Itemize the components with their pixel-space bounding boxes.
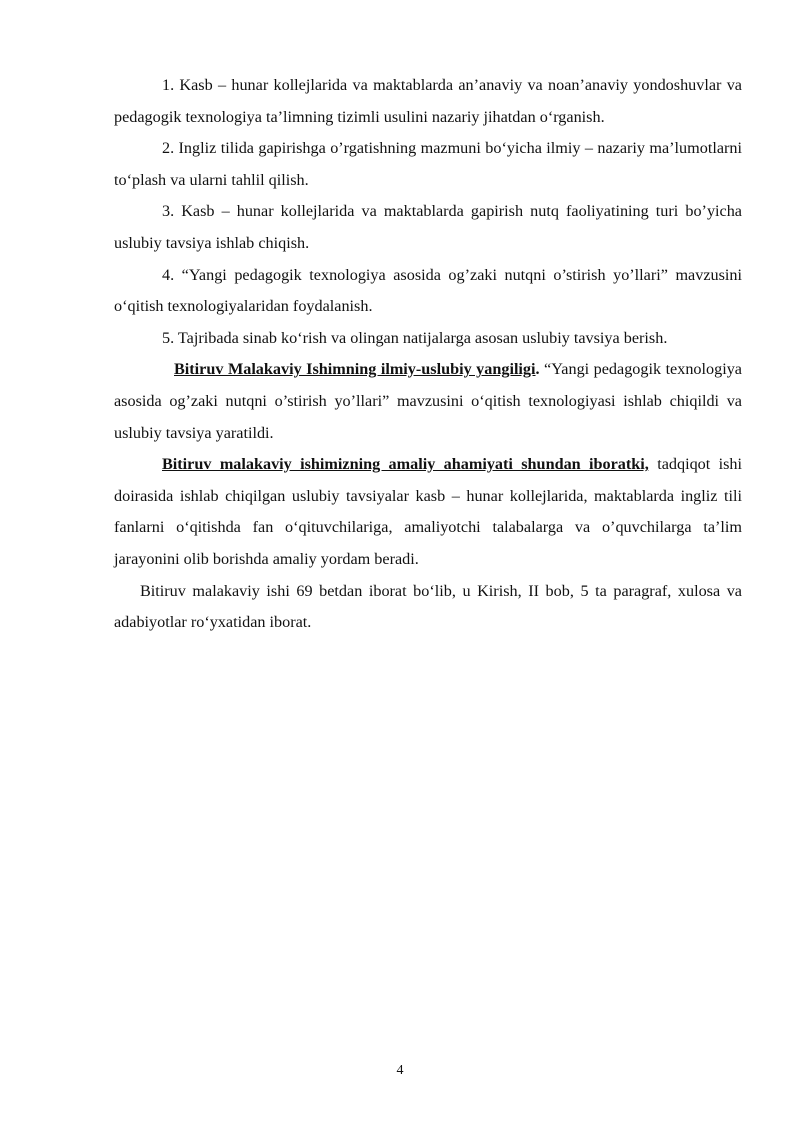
task-item-1: 1. Kasb – hunar kollejlarida va maktablarda an’anaviy va noan’anaviy yondoshuvlar va pedagogik texnologiya ta’limning tizimli usulini nazariy jihatdan o‘rganish. (114, 76, 742, 126)
novelty-paragraph (114, 354, 742, 449)
task-item-3: 3. Kasb – hunar kollejlarida va maktablarda gapirish nutq faoliyatining turi bo’yicha uslubiy tavsiya ishlab chiqish. (114, 202, 742, 252)
task-item-5: 5. Tajribada sinab ko‘rish va olingan natijalarga asosan uslubiy tavsiya berish. (162, 328, 668, 347)
practical-text: tadqiqot ishi doirasida ishlab chiqilgan uslubiy tavsiyalar kasb – hunar kollejlarida, maktablarda ingliz tili fanlarni o‘qitishda fan o‘qituvchilariga, amaliyotchi talabalarga va o’quvchilarga ta’lim jarayonini olib borishda amaliy yordam beradi. (114, 455, 742, 568)
structure-paragraph: Bitiruv malakaviy ishi 69 betdan iborat bo‘lib, u Kirish, II bob, 5 ta paragraf, xulosa va adabiyotlar ro‘yxatidan iborat. (114, 581, 742, 632)
novelty-text: “Yangi pedagogik texnologiya asosida og’zaki nutqni o’stirish yo’llari” mavzusini o‘qitish texnologiyasi ishlab chiqildi va uslubiy tavsiya yaratildi. (114, 360, 742, 442)
task-item-4: 4. “Yangi pedagogik texnologiya asosida og’zaki nutqni o’stirish yo’llari” mavzusini o‘qitish texnologiyalaridan foydalanish. (114, 265, 742, 316)
task-item-2: 2. Ingliz tilida gapirishga o’rgatishning mazmuni bo‘yicha ilmiy – nazariy ma’lumotlarni to‘plash va ularni tahlil qilish. (114, 139, 742, 189)
practical-heading: Bitiruv malakaviy ishimizning amaliy ahamiyati shundan iboratki, (162, 455, 649, 474)
page-body (114, 70, 742, 639)
novelty-heading-period: . (535, 360, 540, 379)
practical-paragraph (114, 449, 742, 575)
page-number: 4 (396, 1063, 404, 1078)
novelty-heading: Bitiruv Malakaviy Ishimning ilmiy-uslubiy yangiligi (174, 360, 536, 379)
